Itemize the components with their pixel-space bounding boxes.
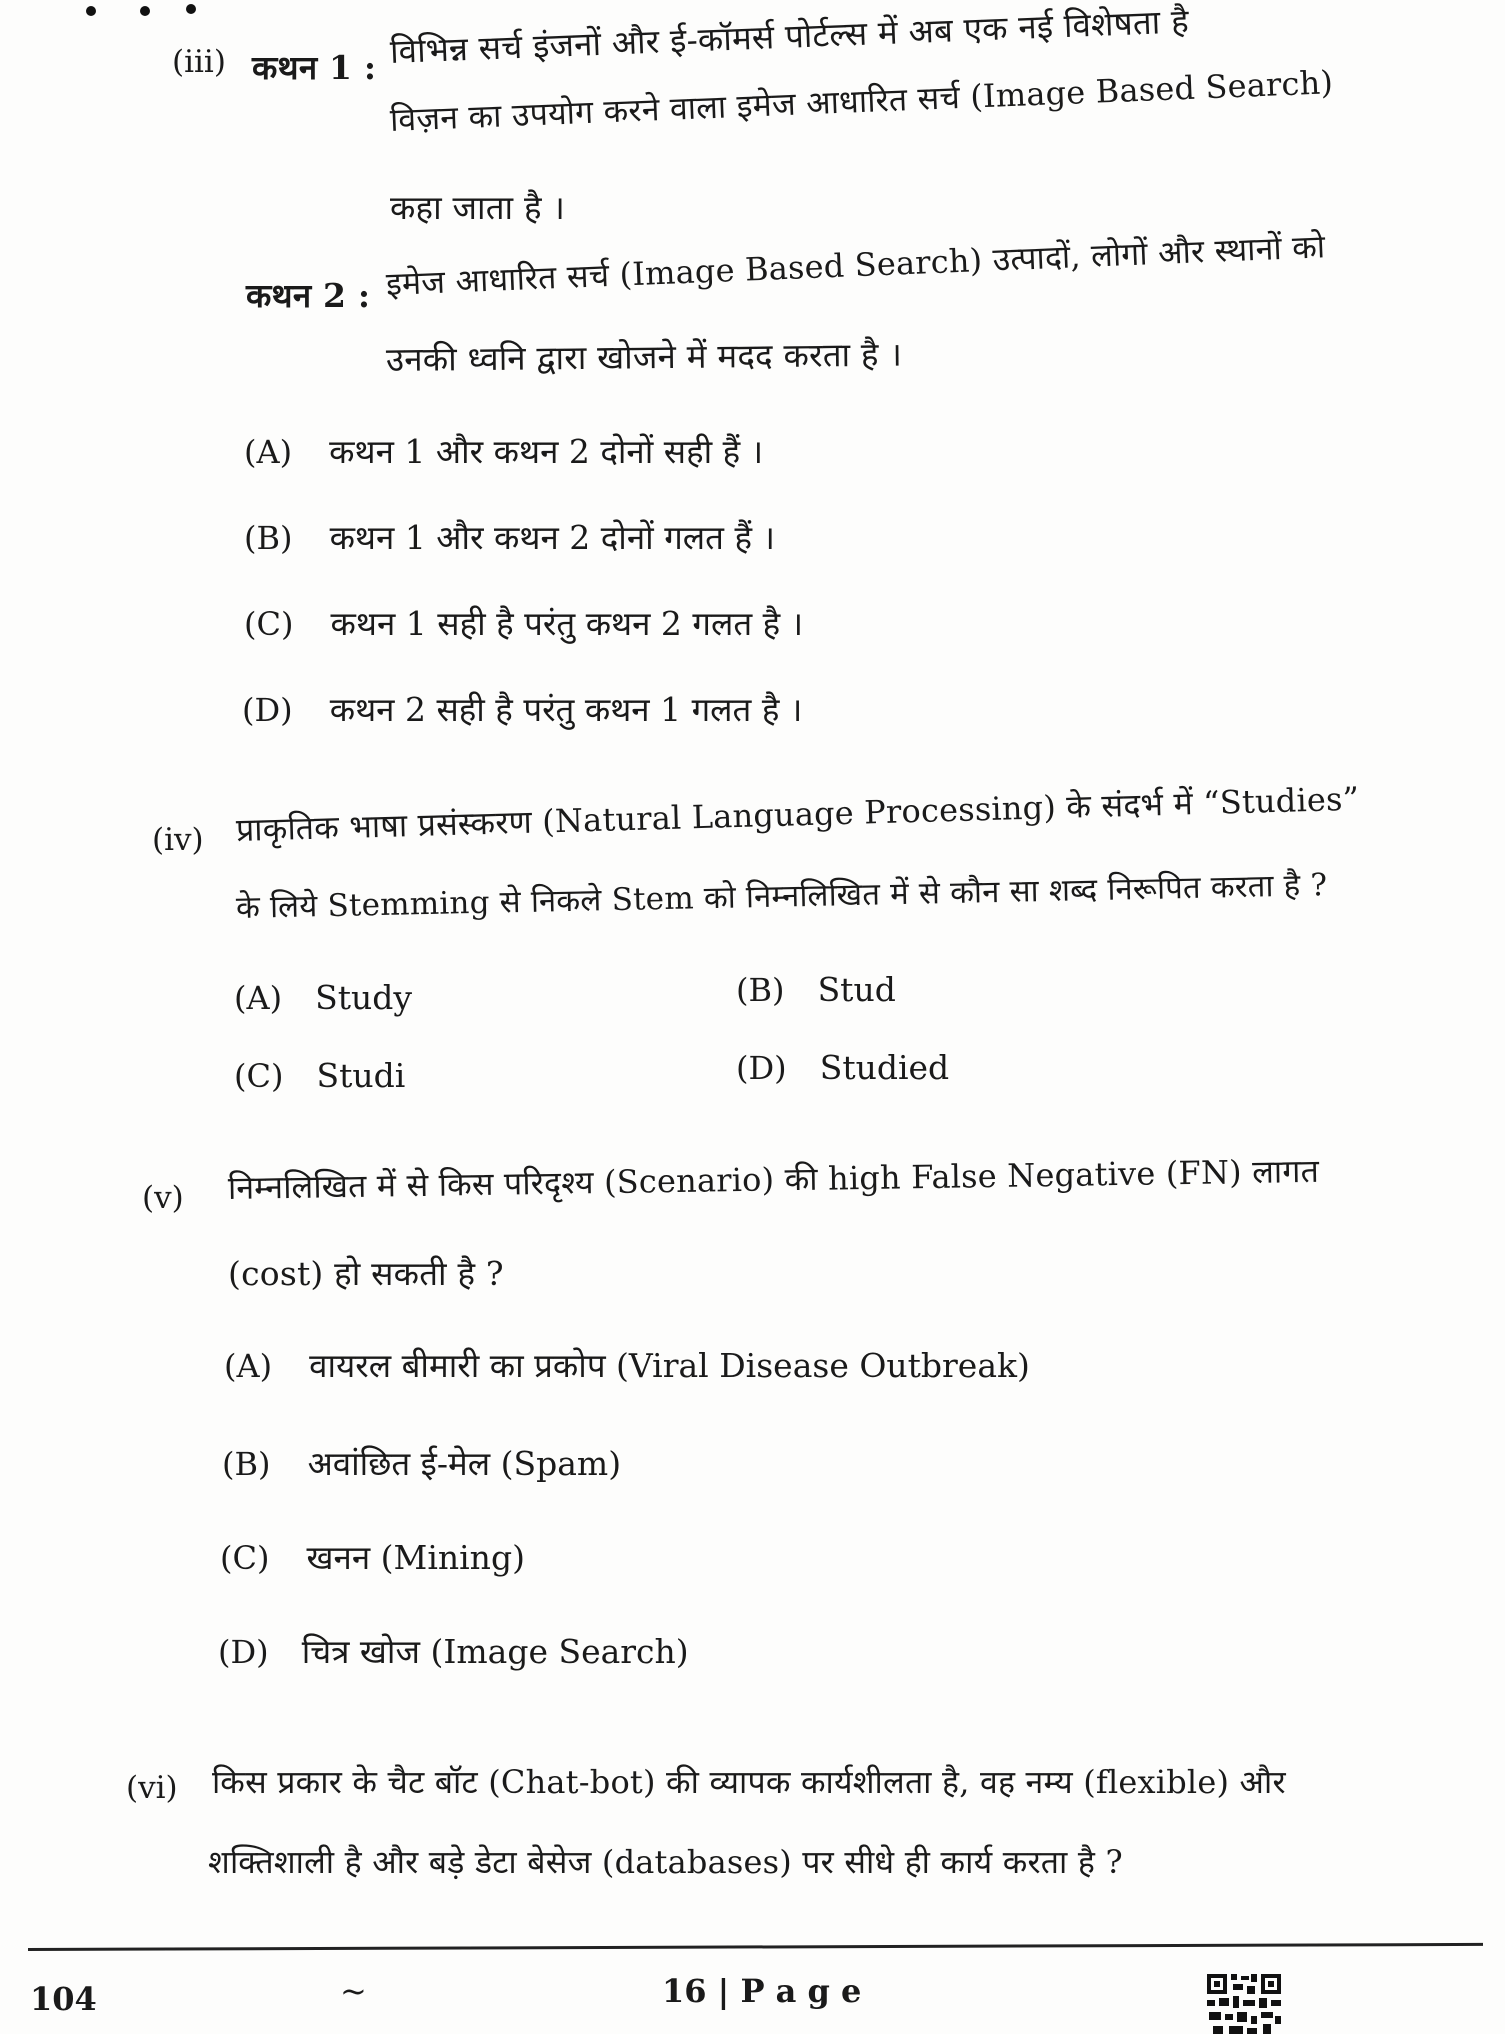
- statement-2-line-1: इमेज आधारित सर्च (Image Based Search) उत्पादों, लोगों और स्थानों को: [385, 227, 1326, 303]
- statement-1-line-2: विज़न का उपयोग करने वाला इमेज आधारित सर्च (Image Based Search): [389, 63, 1334, 139]
- question-number-vi: (vi): [126, 1770, 178, 1806]
- option-label: (D): [242, 691, 293, 729]
- question-v-line-1: निम्नलिखित में से किस परिदृश्य (Scenario) की high False Negative (FN) लागत: [227, 1151, 1320, 1207]
- question-iv-line-1: प्राकृतिक भाषा प्रसंस्करण (Natural Language Processing) के संदर्भ में “Studies”: [235, 779, 1360, 849]
- question-number-v: (v): [142, 1180, 184, 1216]
- option-d[interactable]: [242, 686, 802, 731]
- option-a[interactable]: [234, 978, 412, 1017]
- question-number-iv: (iv): [152, 822, 204, 858]
- option-label: (B): [244, 519, 293, 557]
- option-text: कथन 1 और कथन 2 दोनों गलत हैं ।: [329, 518, 775, 557]
- option-c[interactable]: [220, 1534, 525, 1579]
- statement-1-label: कथन 1 :: [252, 48, 377, 87]
- statement-1-line-1: विभिन्न सर्च इंजनों और ई-कॉमर्स पोर्टल्स में अब एक नई विशेषता है: [389, 1, 1190, 71]
- option-text: Study: [315, 978, 413, 1017]
- question-number-iii: (iii): [172, 44, 226, 80]
- option-d[interactable]: [736, 1048, 949, 1087]
- option-text: वायरल बीमारी का प्रकोप (Viral Disease Outbreak): [309, 1346, 1030, 1385]
- qr-code-icon: [1205, 1972, 1283, 2034]
- option-label: (C): [234, 1057, 284, 1095]
- statement-2-label: कथन 2 :: [246, 276, 371, 315]
- question-v-line-2: (cost) हो सकती है ?: [228, 1254, 504, 1293]
- option-label: (A): [224, 1347, 273, 1385]
- option-label: (A): [234, 979, 283, 1017]
- option-b[interactable]: [222, 1440, 621, 1485]
- statement-2-line-2: उनकी ध्वनि द्वारा खोजने में मदद करता है ।: [385, 334, 903, 379]
- option-label: (B): [736, 971, 785, 1009]
- option-text: अवांछित ई-मेल (Spam): [307, 1444, 622, 1483]
- option-label: (B): [222, 1445, 271, 1483]
- question-vi-line-2: शक्तिशाली है और बड़े डेटा बेसेज (databases) पर सीधे ही कार्य करता है ?: [208, 1843, 1123, 1881]
- option-text: कथन 1 सही है परंतु कथन 2 गलत है ।: [330, 604, 804, 643]
- option-text: कथन 2 सही है परंतु कथन 1 गलत है ।: [329, 690, 803, 729]
- option-a[interactable]: [224, 1342, 1030, 1387]
- option-text: चित्र खोज (Image Search): [301, 1632, 689, 1671]
- option-c[interactable]: [244, 600, 803, 645]
- option-c[interactable]: [234, 1056, 405, 1095]
- option-label: (D): [736, 1049, 787, 1087]
- option-a[interactable]: [244, 428, 763, 473]
- option-text: कथन 1 और कथन 2 दोनों सही हैं ।: [329, 432, 764, 471]
- option-text: Stud: [817, 970, 896, 1009]
- option-label: (C): [244, 605, 294, 643]
- footer-tilde: ~: [340, 1972, 367, 2010]
- option-b[interactable]: [244, 514, 775, 559]
- option-d[interactable]: [218, 1628, 689, 1673]
- option-label: (A): [244, 433, 293, 471]
- option-text: खनन (Mining): [306, 1538, 525, 1577]
- statement-1-line-3: कहा जाता है ।: [390, 188, 566, 227]
- question-iv-line-2: के लिये Stemming से निकले Stem को निम्नलिखित में से कौन सा शब्द निरूपित करता है ?: [235, 867, 1328, 926]
- option-b[interactable]: [736, 970, 896, 1009]
- option-label: (D): [218, 1633, 269, 1671]
- option-text: Studied: [819, 1048, 950, 1087]
- question-vi-line-1: किस प्रकार के चैट बॉट (Chat-bot) की व्यापक कार्यशीलता है, वह नम्य (flexible) और: [212, 1763, 1286, 1801]
- footer-rule: [28, 1943, 1483, 1951]
- page-number: 16 | P a g e: [662, 1972, 862, 2010]
- option-label: (C): [220, 1539, 270, 1577]
- option-text: Studi: [316, 1056, 406, 1095]
- footer-code: 104: [30, 1980, 97, 2018]
